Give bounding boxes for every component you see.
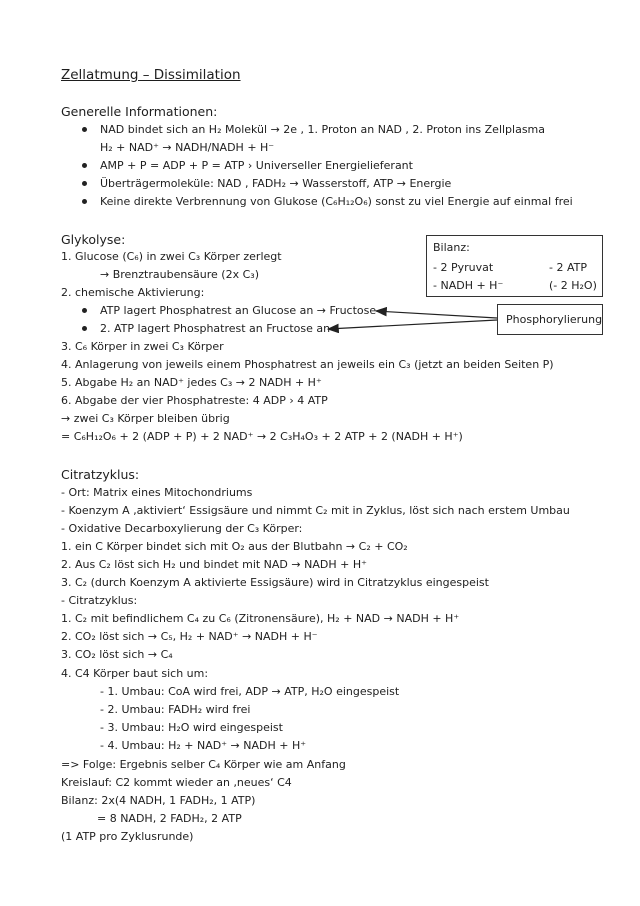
citrate-line: Bilanz: 2x(4 NADH, 1 FADH₂, 1 ATP) xyxy=(61,794,256,807)
balance-item: - 2 ATP xyxy=(549,261,587,274)
section-heading-citrate: Citratzyklus: xyxy=(61,467,140,482)
glycolysis-line: 6. Abgabe der vier Phosphatreste: 4 ADP › 4 ATP xyxy=(61,394,328,407)
general-bullet-1-continuation: H₂ + NAD⁺ → NADH/NADH + H⁻ xyxy=(100,141,275,154)
section-heading-general: Generelle Informationen: xyxy=(61,104,218,119)
balance-item: - 2 Pyruvat xyxy=(433,261,494,274)
glycolysis-line: 4. Anlagerung von jeweils einem Phosphatrest an jeweils ein C₃ (jetzt an beiden Seiten P) xyxy=(61,358,554,371)
arrow-to-activation-step-2 xyxy=(328,320,497,329)
glycolysis-line: → Brenztraubensäure (2x C₃) xyxy=(100,268,259,281)
glycolysis-line: → zwei C₃ Körper bleiben übrig xyxy=(61,412,230,425)
general-bullet-2: AMP + P = ADP + P = ATP › Universeller Energielieferant xyxy=(100,159,413,172)
citrate-line: - Citratzyklus: xyxy=(61,594,138,607)
citrate-line: 1. C₂ mit befindlichem C₄ zu C₆ (Zitronensäure), H₂ + NAD → NADH + H⁺ xyxy=(61,612,460,625)
glycolysis-line: 5. Abgabe H₂ an NAD⁺ jedes C₃ → 2 NADH + H⁺ xyxy=(61,376,322,389)
citrate-line: - Ort: Matrix eines Mitochondriums xyxy=(61,486,253,499)
general-bullet-1: NAD bindet sich an H₂ Molekül → 2e , 1. Proton an NAD , 2. Proton ins Zellplasma xyxy=(100,123,546,136)
citrate-conversion-step: - 2. Umbau: FADH₂ wird frei xyxy=(100,703,251,716)
general-bullet-4: Keine direkte Verbrennung von Glukose (C₆H₁₂O₆) sonst zu viel Energie auf einmal frei xyxy=(100,195,573,208)
glycolysis-summary-equation: = C₆H₁₂O₆ + 2 (ADP + P) + 2 NAD⁺ → 2 C₃H₄O₃ + 2 ATP + 2 (NADH + H⁺) xyxy=(61,430,463,443)
citrate-line: 1. ein C Körper bindet sich mit O₂ aus der Blutbahn → C₂ + CO₂ xyxy=(61,540,408,553)
citrate-line: Kreislauf: C2 kommt wieder an ‚neues‘ C4 xyxy=(61,776,292,789)
section-heading-glycolysis: Glykolyse: xyxy=(61,232,126,247)
citrate-line: 3. C₂ (durch Koenzym A aktivierte Essigsäure) wird in Citratzyklus eingespeist xyxy=(61,576,489,589)
page-title: Zellatmung – Dissimilation xyxy=(61,67,241,83)
glycolysis-line: 3. C₆ Körper in zwei C₃ Körper xyxy=(61,340,224,353)
arrow-to-activation-step-1 xyxy=(376,311,497,318)
glycolysis-line: 1. Glucose (C₆) in zwei C₃ Körper zerlegt xyxy=(61,250,282,263)
balance-item: - NADH + H⁻ xyxy=(433,279,504,292)
citrate-line: - Koenzym A ‚aktiviert‘ Essigsäure und nimmt C₂ mit in Zyklus, löst sich nach erstem Umbau xyxy=(61,504,570,517)
citrate-line: (1 ATP pro Zyklusrunde) xyxy=(61,830,194,843)
citrate-conversion-step: - 1. Umbau: CoA wird frei, ADP → ATP, H₂O eingespeist xyxy=(100,685,400,698)
glycolysis-activation-step-2: 2. ATP lagert Phosphatrest an Fructose an xyxy=(100,322,331,335)
phosphorylation-label: Phosphorylierung xyxy=(506,313,603,326)
citrate-line: => Folge: Ergebnis selber C₄ Körper wie am Anfang xyxy=(61,758,346,771)
citrate-line: 2. CO₂ löst sich → C₅, H₂ + NAD⁺ → NADH + H⁻ xyxy=(61,630,318,643)
citrate-line: 4. C4 Körper baut sich um: xyxy=(61,667,209,680)
citrate-line: - Oxidative Decarboxylierung der C₃ Körper: xyxy=(61,522,303,535)
citrate-conversion-step: - 3. Umbau: H₂O wird eingespeist xyxy=(100,721,283,734)
balance-box-title: Bilanz: xyxy=(433,241,470,254)
citrate-line: = 8 NADH, 2 FADH₂, 2 ATP xyxy=(97,812,242,825)
general-bullet-3: Überträgermoleküle: NAD , FADH₂ → Wasserstoff, ATP → Energie xyxy=(100,177,452,190)
citrate-line: 2. Aus C₂ löst sich H₂ und bindet mit NAD → NADH + H⁺ xyxy=(61,558,367,571)
citrate-line: 3. CO₂ löst sich → C₄ xyxy=(61,648,173,661)
citrate-conversion-step: - 4. Umbau: H₂ + NAD⁺ → NADH + H⁺ xyxy=(100,739,307,752)
glycolysis-line: 2. chemische Aktivierung: xyxy=(61,286,205,299)
balance-item: (- 2 H₂O) xyxy=(549,279,597,292)
glycolysis-activation-step-1: ATP lagert Phosphatrest an Glucose an → Fructose xyxy=(100,304,377,317)
